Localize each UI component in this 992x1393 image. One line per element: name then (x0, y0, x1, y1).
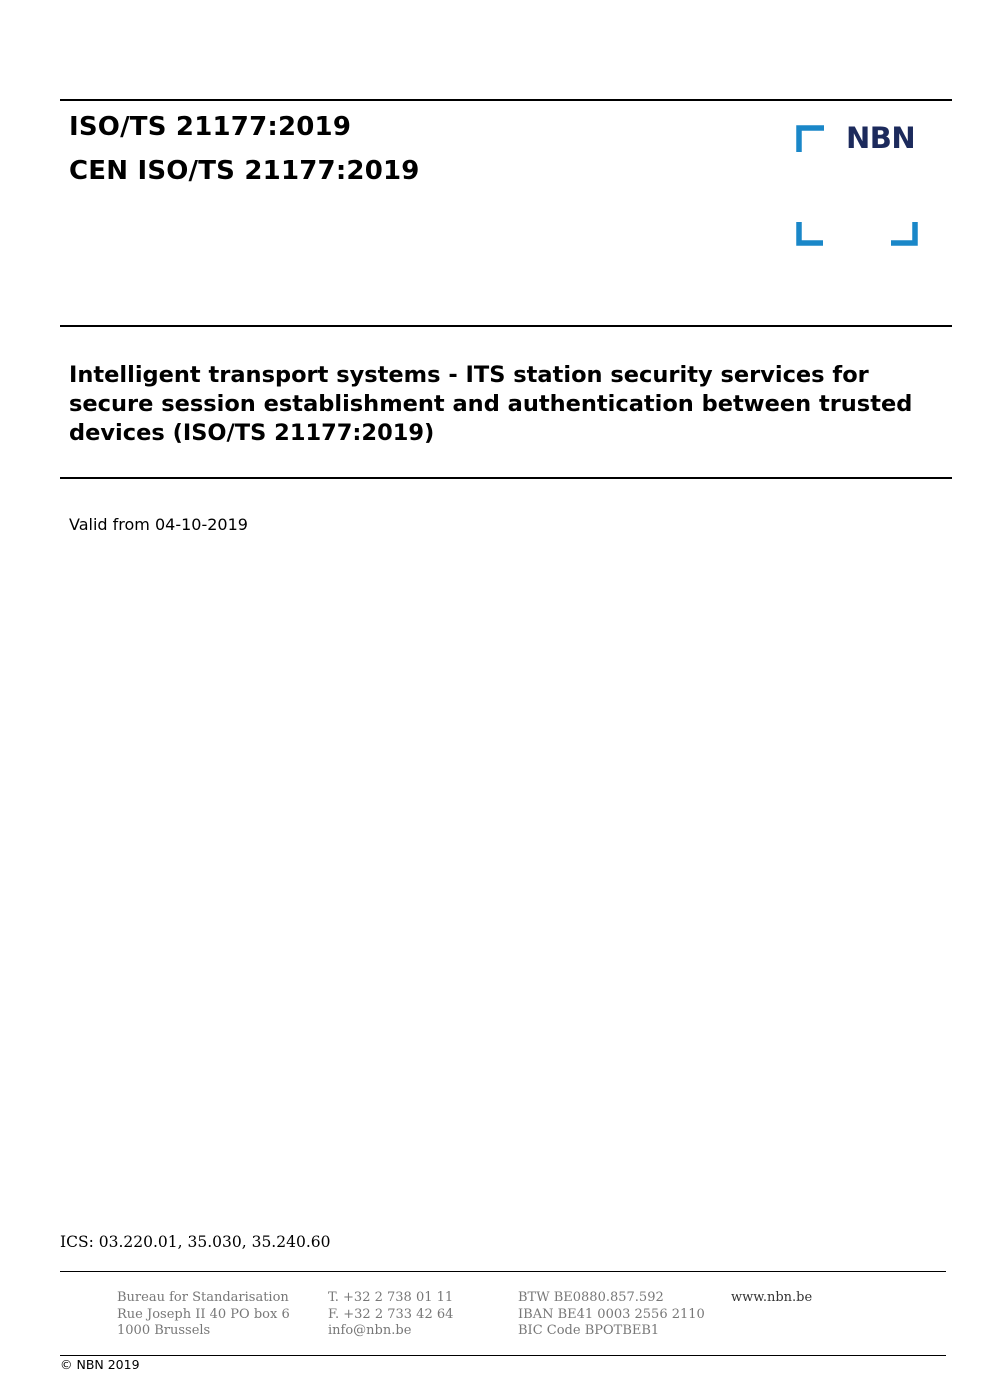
copyright-notice: © NBN 2019 (60, 1357, 140, 1372)
iban-number: IBAN BE41 0003 2556 2110 (518, 1306, 705, 1322)
footer-bottom-divider (60, 1355, 946, 1356)
address-line-2: Rue Joseph II 40 PO box 6 (117, 1306, 290, 1322)
email-link[interactable]: info@nbn.be (328, 1323, 412, 1338)
vat-number: BTW BE0880.857.592 (518, 1290, 664, 1305)
iso-standard-code: ISO/TS 21177:2019 (69, 112, 352, 142)
valid-from-date: Valid from 04-10-2019 (69, 515, 248, 534)
address-line-3: 1000 Brussels (117, 1323, 211, 1338)
phone-number: T. +32 2 738 01 11 (328, 1290, 454, 1305)
address-line-1: Bureau for Standarisation (117, 1290, 289, 1305)
bic-code: BIC Code BPOTBEB1 (518, 1323, 660, 1338)
fax-number: F. +32 2 733 42 64 (328, 1306, 454, 1322)
footer-website (731, 1290, 812, 1307)
footer-address (117, 1290, 290, 1340)
cen-standard-code: CEN ISO/TS 21177:2019 (69, 156, 420, 186)
website-link[interactable]: www.nbn.be (731, 1290, 813, 1305)
footer-banking (518, 1290, 705, 1340)
footer-contact (328, 1290, 453, 1340)
top-divider (60, 99, 952, 101)
document-title: Intelligent transport systems - ITS station security services for secure session establishment and authentication between trusted devices (ISO/TS 21177:2019) (69, 362, 913, 446)
ics-codes: ICS: 03.220.01, 35.030, 35.240.60 (60, 1233, 331, 1251)
footer-top-divider (60, 1271, 946, 1272)
title-divider (60, 477, 952, 479)
logo-wordmark: NBN (846, 121, 916, 155)
header-divider (60, 325, 952, 327)
